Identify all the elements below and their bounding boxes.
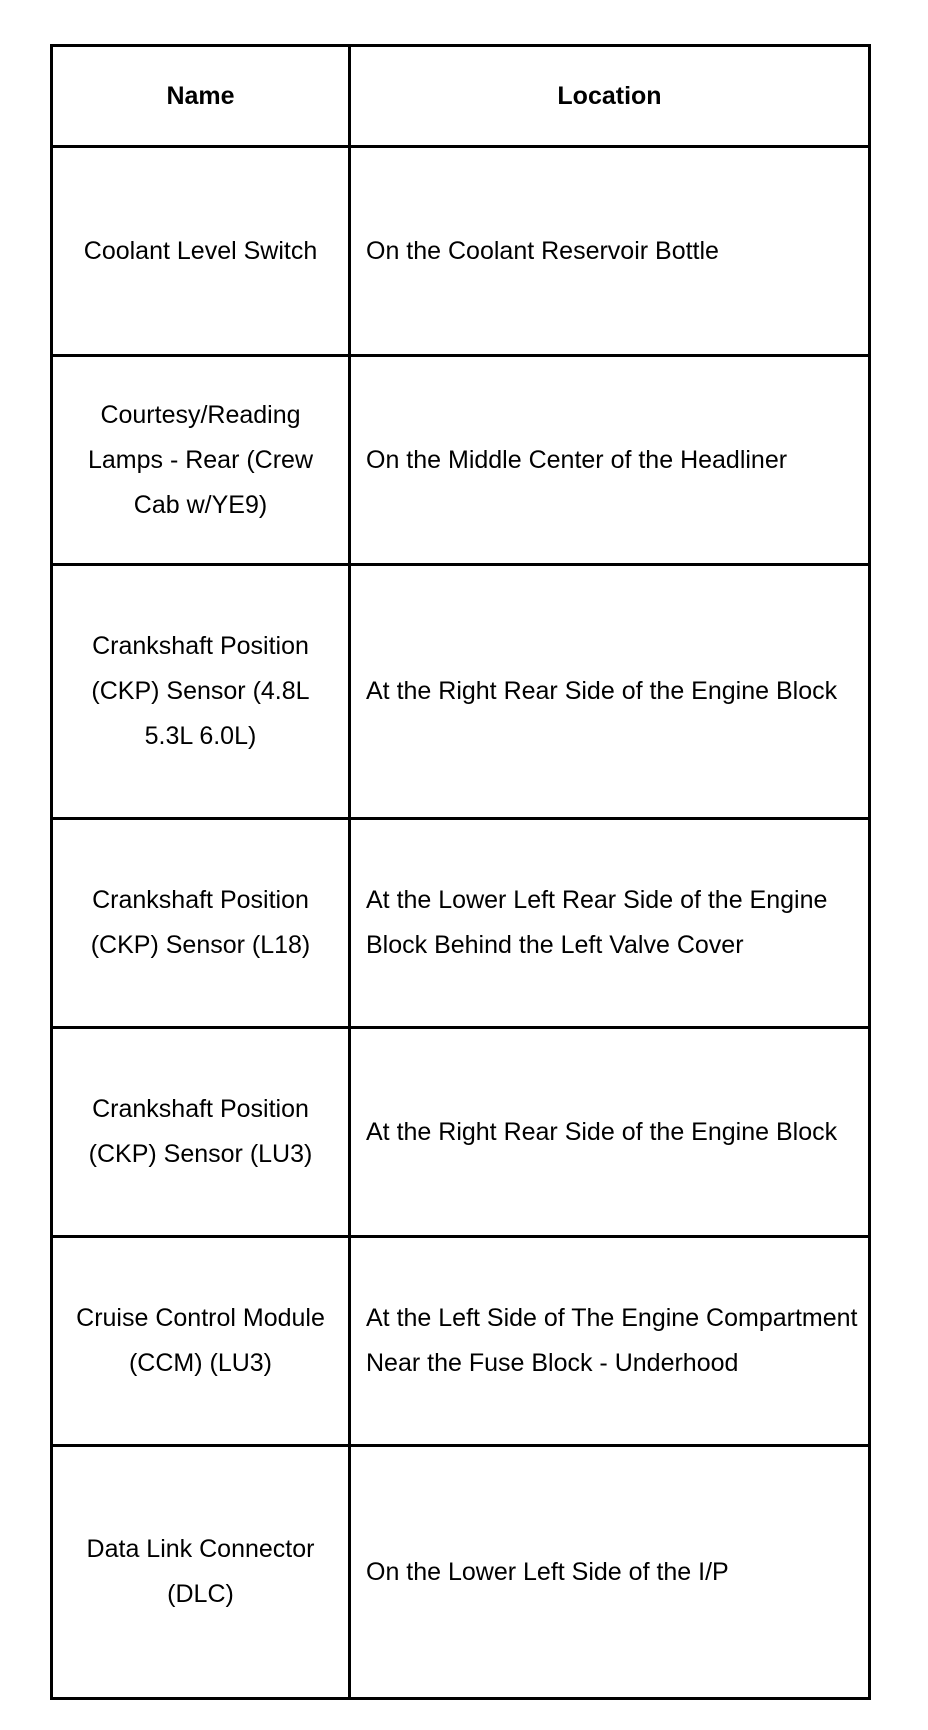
table-row (52, 1028, 870, 1237)
cell-location: At the Left Side of The Engine Compartment Near the Fuse Block - Underhood (350, 1237, 870, 1446)
component-location-table (50, 44, 871, 1700)
header-location: Location (350, 46, 870, 147)
table-row (52, 1446, 870, 1699)
cell-location: On the Coolant Reservoir Bottle (350, 147, 870, 356)
cell-location: At the Lower Left Rear Side of the Engine Block Behind the Left Valve Cover (350, 819, 870, 1028)
cell-name: Coolant Level Switch (52, 147, 350, 356)
cell-name: Cruise Control Module (CCM) (LU3) (52, 1237, 350, 1446)
header-name: Name (52, 46, 350, 147)
cell-name: Crankshaft Position (CKP) Sensor (L18) (52, 819, 350, 1028)
cell-name: Courtesy/Reading Lamps - Rear (Crew Cab w/YE9) (52, 356, 350, 565)
cell-name: Crankshaft Position (CKP) Sensor (LU3) (52, 1028, 350, 1237)
table-row (52, 147, 870, 356)
cell-location: On the Lower Left Side of the I/P (350, 1446, 870, 1699)
cell-location: At the Right Rear Side of the Engine Block (350, 565, 870, 819)
cell-location: At the Right Rear Side of the Engine Block (350, 1028, 870, 1237)
cell-name: Crankshaft Position (CKP) Sensor (4.8L 5.3L 6.0L) (52, 565, 350, 819)
table-row (52, 565, 870, 819)
table-header-row (52, 46, 870, 147)
cell-name: Data Link Connector (DLC) (52, 1446, 350, 1699)
cell-location: On the Middle Center of the Headliner (350, 356, 870, 565)
table-row (52, 1237, 870, 1446)
table-row (52, 356, 870, 565)
table-row (52, 819, 870, 1028)
